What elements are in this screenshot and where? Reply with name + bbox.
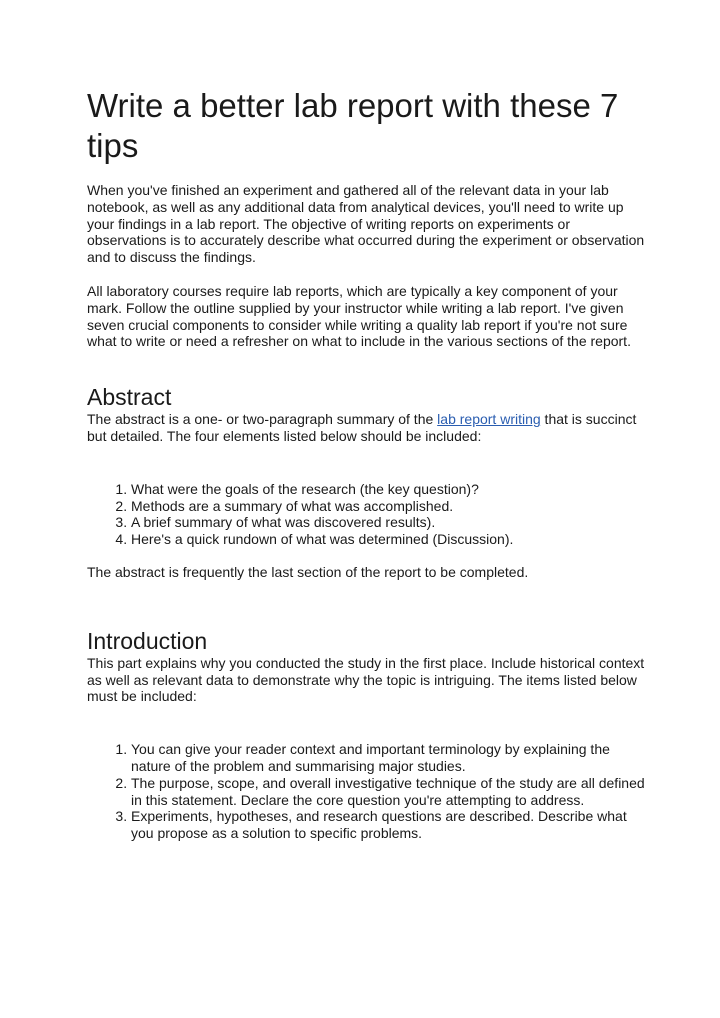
abstract-closing: The abstract is frequently the last section of the report to be completed. <box>87 563 529 580</box>
introduction-paragraph: This part explains why you conducted the study in the first place. Include historical context as well as relevant data to demonstrate why the topic is intriguing. The items listed below must be included: <box>87 654 645 705</box>
introduction-list <box>87 741 647 842</box>
intro-paragraph: When you've finished an experiment and gathered all of the relevant data in your lab notebook, as well as any additional data from analytical devices, you'll need to write up your findings in a lab report. The objective of writing reports on experiments or observations is to accurately describe what occurred during the experiment or observation and to discuss the findings. <box>87 182 645 266</box>
list-item: 2. The purpose, scope, and overall investigative technique of the study are all defined in this statement. Declare the core question you're attempting to address. <box>131 775 647 809</box>
list-item: 2. Methods are a summary of what was accomplished. <box>131 498 647 515</box>
list-item: 3. A brief summary of what was discovered results). <box>131 514 647 531</box>
list-item: 3. Experiments, hypotheses, and research questions are described. Describe what you propose as a solution to specific problems. <box>131 808 647 842</box>
document-title: Write a better lab report with these 7 tips <box>87 87 619 164</box>
abstract-paragraph <box>87 411 647 445</box>
intro-paragraph: All laboratory courses require lab reports, which are typically a key component of your mark. Follow the outline supplied by your instructor while writing a lab report. I've given seven crucial components to consider while writing a quality lab report if you're not sure what to write or need a refresher on what to include in the various sections of the report. <box>87 282 631 350</box>
list-item: 4. Here's a quick rundown of what was determined (Discussion). <box>131 531 647 548</box>
introduction-heading: Introduction <box>87 627 208 654</box>
document-page <box>87 86 647 842</box>
list-item: 1. You can give your reader context and important terminology by explaining the nature of the problem and summarising major studies. <box>131 741 647 775</box>
abstract-list <box>87 481 647 548</box>
lab-report-writing-link[interactable]: lab report writing <box>437 411 541 428</box>
abstract-heading: Abstract <box>87 384 172 411</box>
list-item: 1. What were the goals of the research (the key question)? <box>131 481 647 498</box>
abstract-text-after-link: that is succinct but detailed. The four elements listed below should be included: <box>87 411 637 444</box>
abstract-text-before-link: The abstract is a one- or two-paragraph summary of the <box>87 411 438 428</box>
